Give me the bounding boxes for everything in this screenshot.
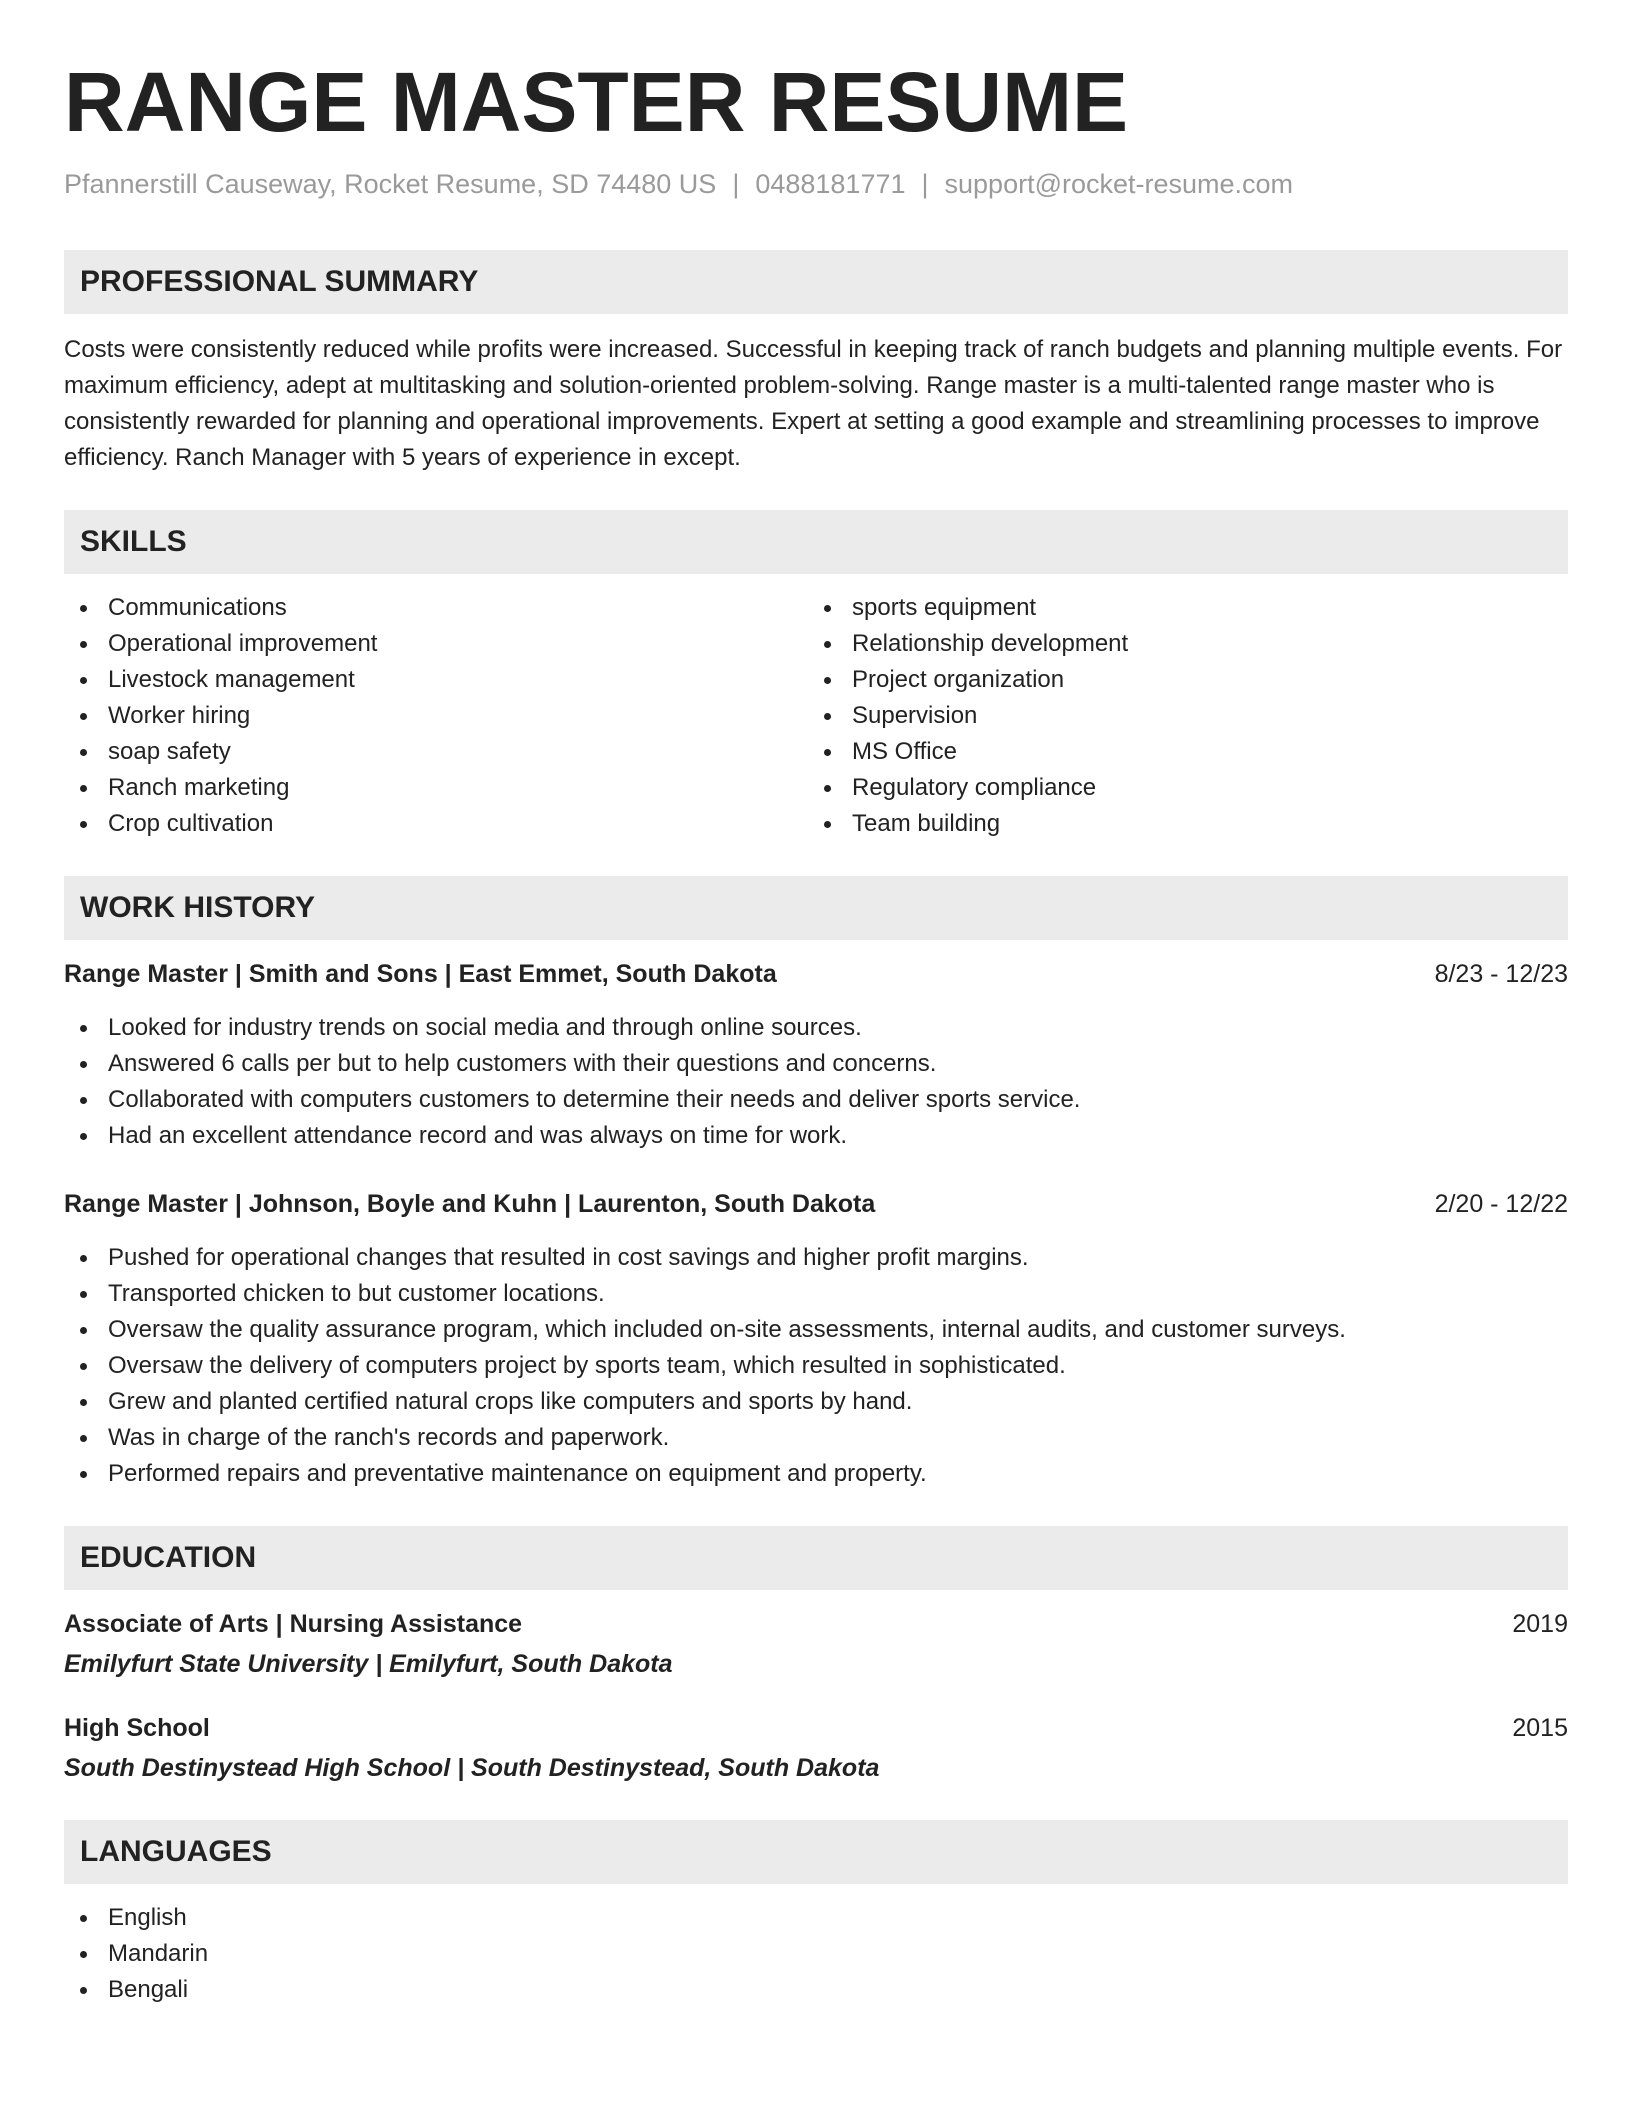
education-entry xyxy=(64,1710,1568,1786)
languages-list xyxy=(64,1900,1568,2008)
language-item: Mandarin xyxy=(64,1936,1568,1972)
skill-item: Ranch marketing xyxy=(64,770,816,806)
summary-heading: PROFESSIONAL SUMMARY xyxy=(64,250,1568,314)
contact-address: Pfannerstill Causeway, Rocket Resume, SD 74480 US xyxy=(64,169,717,199)
skill-item: MS Office xyxy=(816,734,1568,770)
job-dates: 2/20 - 12/22 xyxy=(1434,1190,1568,1218)
education-header xyxy=(64,1606,1568,1642)
job-bullet: Looked for industry trends on social media and through online sources. xyxy=(64,1010,1568,1046)
job-bullets xyxy=(64,1240,1568,1492)
skill-item: Worker hiring xyxy=(64,698,816,734)
education-degree: High School xyxy=(64,1714,210,1742)
education-header xyxy=(64,1710,1568,1746)
job-title: Range Master | Johnson, Boyle and Kuhn | Laurenton, South Dakota xyxy=(64,1190,876,1218)
job-bullets xyxy=(64,1010,1568,1154)
skill-item: Team building xyxy=(816,806,1568,842)
contact-line xyxy=(64,168,1568,200)
education-entry xyxy=(64,1606,1568,1682)
job-bullet: Had an excellent attendance record and was always on time for work. xyxy=(64,1118,1568,1154)
job-bullet: Pushed for operational changes that resulted in cost savings and higher profit margins. xyxy=(64,1240,1568,1276)
job-bullet: Oversaw the delivery of computers project by sports team, which resulted in sophisticated. xyxy=(64,1348,1568,1384)
resume-title: RANGE MASTER RESUME xyxy=(64,55,1129,149)
work-history-heading: WORK HISTORY xyxy=(64,876,1568,940)
education-school: South Destinystead High School | South Destinystead, South Dakota xyxy=(64,1754,880,1782)
language-item: Bengali xyxy=(64,1972,1568,2008)
skill-item: Supervision xyxy=(816,698,1568,734)
job-bullet: Grew and planted certified natural crops like computers and sports by hand. xyxy=(64,1384,1568,1420)
skill-item: soap safety xyxy=(64,734,816,770)
job-bullet: Performed repairs and preventative maintenance on equipment and property. xyxy=(64,1456,1568,1492)
language-item: English xyxy=(64,1900,1568,1936)
education-degree: Associate of Arts | Nursing Assistance xyxy=(64,1610,523,1638)
job-entry xyxy=(64,1186,1568,1492)
contact-email: support@rocket-resume.com xyxy=(944,169,1294,199)
contact-separator: | xyxy=(921,169,929,199)
education-year: 2019 xyxy=(1512,1610,1568,1638)
skills-heading: SKILLS xyxy=(64,510,1568,574)
job-bullet: Was in charge of the ranch's records and paperwork. xyxy=(64,1420,1568,1456)
languages-heading: LANGUAGES xyxy=(64,1820,1568,1884)
education-year: 2015 xyxy=(1512,1714,1568,1742)
job-bullet: Answered 6 calls per but to help customers with their questions and concerns. xyxy=(64,1046,1568,1082)
job-title: Range Master | Smith and Sons | East Emmet, South Dakota xyxy=(64,960,777,988)
job-bullet: Oversaw the quality assurance program, which included on-site assessments, internal audits, and customer surveys. xyxy=(64,1312,1568,1348)
education-heading: EDUCATION xyxy=(64,1526,1568,1590)
skills-list xyxy=(64,590,1568,842)
skills-column-left xyxy=(64,590,816,842)
job-dates: 8/23 - 12/23 xyxy=(1434,960,1568,988)
contact-phone: 0488181771 xyxy=(755,169,906,199)
skill-item: Communications xyxy=(64,590,816,626)
skill-item: Project organization xyxy=(816,662,1568,698)
education-school: Emilyfurt State University | Emilyfurt, South Dakota xyxy=(64,1650,673,1678)
job-header xyxy=(64,956,1568,992)
job-bullet: Collaborated with computers customers to determine their needs and deliver sports service. xyxy=(64,1082,1568,1118)
summary-text: Costs were consistently reduced while profits were increased. Successful in keeping track of ranch budgets and planning multiple events. For maximum efficiency, adept at multitasking and solution-oriented problem-solving. Range master is a multi-talented range master who is consistently rewarded for planning and operational improvements. Expert at setting a good example and streamlining processes to improve efficiency. Ranch Manager with 5 years of experience in except. xyxy=(64,336,1563,471)
job-header xyxy=(64,1186,1568,1222)
skill-item: sports equipment xyxy=(816,590,1568,626)
job-bullet: Transported chicken to but customer locations. xyxy=(64,1276,1568,1312)
skill-item: Crop cultivation xyxy=(64,806,816,842)
skills-column-right xyxy=(816,590,1568,842)
skill-item: Livestock management xyxy=(64,662,816,698)
skill-item: Regulatory compliance xyxy=(816,770,1568,806)
contact-separator: | xyxy=(732,169,740,199)
skill-item: Operational improvement xyxy=(64,626,816,662)
skill-item: Relationship development xyxy=(816,626,1568,662)
job-entry xyxy=(64,956,1568,1154)
